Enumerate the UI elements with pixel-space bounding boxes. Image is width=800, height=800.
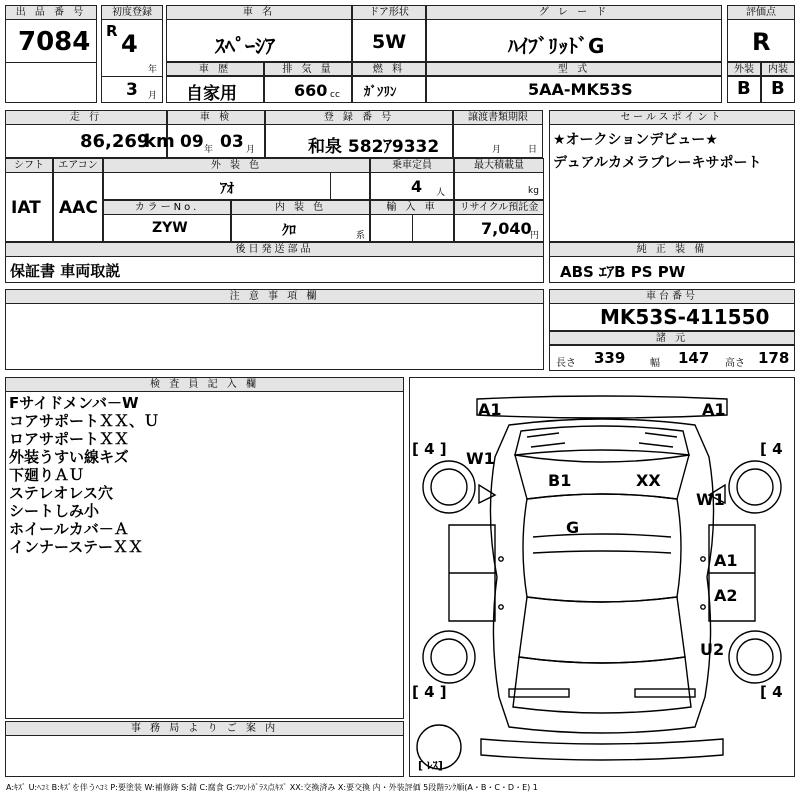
capacity-label: 乗車定員: [370, 158, 454, 173]
inspector-line: シートしみ小: [9, 502, 100, 520]
aircon-label: エアコン: [53, 158, 103, 173]
length-value: 339: [594, 349, 626, 367]
sales-point-line-1: ★オークションデビュー★: [553, 132, 718, 148]
inspector-line: コアサポートＸＸ、Ｕ: [9, 412, 160, 430]
lot-number: 7084: [18, 27, 91, 57]
tire-rr-value: 4: [772, 683, 783, 701]
int-color-unit: 系: [356, 231, 366, 241]
insp-year: 09: [180, 132, 204, 152]
office-box: [5, 735, 404, 777]
lot-label: 出 品 番 号: [5, 5, 97, 20]
recycle-value: 7,040: [481, 219, 532, 238]
reg-month: 3: [126, 80, 138, 100]
shift-label: シフト: [5, 158, 53, 173]
chassis-value: MK53S-411550: [600, 305, 770, 329]
tire-fr-value: 4: [772, 440, 783, 458]
mark-w1-left: W1: [466, 449, 495, 468]
tire-rl-value: 4: [424, 683, 435, 701]
color-no-value: ZYW: [152, 220, 188, 236]
grade-label: グ レ ー ド: [426, 5, 722, 20]
reg-year: 4: [121, 30, 138, 58]
aircon-value: AAC: [59, 198, 98, 218]
mark-a1-front-right: A1: [702, 400, 726, 419]
sales-points-label: セールスポイント: [549, 110, 795, 125]
inspector-line: Fサイドメンバ－W: [9, 394, 139, 412]
inspector-lines: [9, 394, 159, 556]
mileage-value: 86,269: [80, 131, 150, 152]
displacement-unit: cc: [330, 90, 340, 100]
tire-rear-left: [ 4 ]: [412, 683, 447, 701]
notes-label: 注 意 事 項 欄: [5, 289, 544, 304]
interior-label: 内装: [761, 62, 795, 76]
height-value: 178: [758, 349, 790, 367]
office-label: 事 務 局 よ り ご 案 内: [5, 721, 404, 736]
legend: A:ｷｽﾞ U:ﾍｺﾐ B:ｷｽﾞを伴うﾍｺﾐ P:要塗装 W:補修跡 S:錆 C:腐食 G:ﾌﾛﾝﾄｶﾞﾗｽ点ｷｽﾞ XX:交換済み X:要交換 内・外装評価 5段階ﾗﾝｸ順(A・B・C・D・E) 1: [6, 783, 538, 792]
first-reg-divider: [101, 76, 163, 77]
door-label: ドア形状: [352, 5, 426, 20]
int-color-label: 内 装 色: [231, 200, 370, 215]
car-diagram: [409, 377, 795, 777]
lot-divider: [5, 62, 97, 63]
width-label: 幅: [650, 358, 660, 369]
import-label: 輸 入 車: [370, 200, 454, 215]
era-letter: R: [106, 22, 118, 40]
notes-box: [5, 303, 544, 370]
spare-value: ﾚｽ: [426, 759, 438, 772]
door-value: 5W: [372, 31, 407, 53]
transfer-label: 譲渡書類期限: [453, 110, 543, 125]
score-label: 評価点: [727, 5, 795, 20]
plate-label: 登 録 番 号: [265, 110, 453, 125]
capacity-value: 4: [411, 177, 423, 196]
later-parts-label: 後日発送部品: [5, 242, 544, 257]
sales-point-line-2: デュアルカメラブレーキサポート: [553, 155, 762, 171]
first-reg-label: 初度登録: [101, 5, 163, 20]
inspection-label: 車 検: [167, 110, 265, 125]
grade-value: ﾊｲﾌﾞﾘｯﾄﾞG: [508, 34, 605, 58]
displacement-value: 660: [294, 81, 328, 100]
model-value: 5AA-MK53S: [528, 80, 633, 99]
tire-front-left: [ 4 ]: [412, 440, 447, 458]
mark-g: G: [566, 518, 580, 537]
mileage-unit: km: [144, 131, 175, 152]
tire-rear-right: [ 4: [760, 683, 783, 701]
inspector-line: ロアサポートＸＸ: [9, 430, 130, 448]
import-divider: [412, 214, 413, 242]
fuel-label: 燃 料: [352, 62, 426, 76]
recycle-label: リサイクル預託金: [454, 200, 544, 215]
inspector-line: インナーステーＸＸ: [9, 538, 143, 556]
insp-month: 03: [220, 132, 244, 152]
load-label: 最大積載量: [454, 158, 544, 173]
insp-month-unit: 月: [246, 145, 256, 155]
dims-label: 諸 元: [549, 331, 795, 345]
transfer-day-unit: 日: [528, 145, 538, 155]
displacement-label: 排 気 量: [264, 62, 352, 76]
color-no-label: カラーNo.: [103, 200, 231, 215]
model-label: 型 式: [426, 62, 722, 76]
history-label: 車 歴: [166, 62, 264, 76]
mark-u2-side: U2: [700, 640, 725, 659]
fuel-value: ｶﾞｿﾘﾝ: [364, 85, 397, 100]
car-name-label: 車 名: [166, 5, 352, 20]
mark-w1-right: W1: [696, 490, 725, 509]
spare-tire: [ ﾚｽ]: [418, 759, 443, 772]
exterior-value: B: [737, 78, 751, 99]
mark-b1: B1: [548, 471, 572, 490]
history-value: 自家用: [186, 84, 237, 104]
length-label: 長さ: [556, 358, 576, 369]
mark-a2-side: A2: [714, 586, 738, 605]
mark-a1-front-left: A1: [478, 400, 502, 419]
mark-a1-side: A1: [714, 551, 738, 570]
int-color-box: [231, 214, 370, 242]
interior-value: B: [771, 78, 785, 99]
ext-color-value: ｱｵ: [220, 181, 234, 197]
shift-value: IAT: [11, 198, 41, 218]
chassis-label: 車台番号: [549, 289, 795, 304]
month-unit: 月: [148, 91, 158, 101]
later-parts-value: 保証書 車両取説: [10, 262, 121, 280]
width-value: 147: [678, 349, 710, 367]
insp-year-unit: 年: [204, 145, 214, 155]
load-unit: kg: [528, 186, 539, 196]
recycle-unit: 円: [530, 231, 540, 241]
int-color-value: ｸﾛ: [282, 223, 296, 239]
tire-front-right: [ 4: [760, 440, 783, 458]
height-label: 高さ: [725, 358, 745, 369]
plate-value: 和泉 582ｱ9332: [308, 137, 440, 157]
inspector-line: ステレオレス穴: [9, 484, 113, 502]
mark-xx: XX: [636, 471, 661, 490]
inspector-line: ホイールカバ－Ａ: [9, 520, 129, 538]
inspector-line: 下廻りＡＵ: [9, 466, 85, 484]
inspector-label: 検 査 員 記 入 欄: [5, 377, 404, 392]
genuine-value: ABS ｴｱB PS PW: [560, 263, 686, 281]
transfer-month-unit: 月: [492, 145, 502, 155]
inspector-line: 外装うすい線キズ: [9, 448, 129, 466]
year-unit: 年: [148, 65, 158, 75]
car-name: ｽﾍﾟｰｼｱ: [215, 34, 275, 58]
exterior-label: 外装: [727, 62, 761, 76]
ext-color-label: 外 装 色: [103, 158, 370, 173]
score-value: R: [752, 28, 771, 56]
ext-color-divider: [330, 172, 331, 200]
mileage-label: 走 行: [5, 110, 167, 125]
tire-fl-value: 4: [424, 440, 435, 458]
genuine-label: 純 正 装 備: [549, 242, 795, 257]
capacity-unit: 人: [436, 188, 446, 198]
